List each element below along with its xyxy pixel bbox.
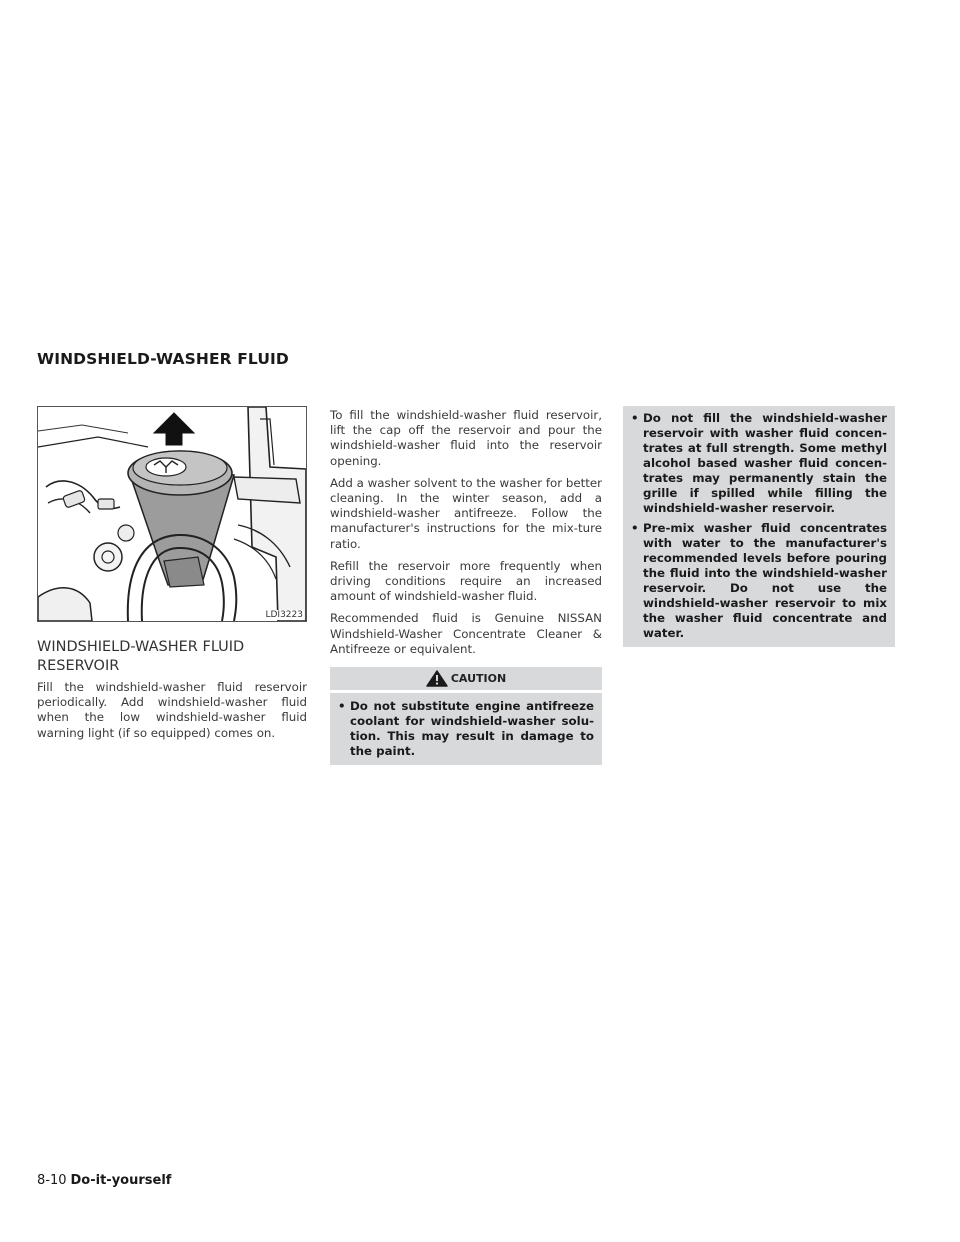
caution-item xyxy=(631,411,887,516)
bullet-icon: • xyxy=(631,521,639,535)
section-header: WINDSHIELD-WASHER FLUID xyxy=(37,350,289,368)
page-number: 8-10 xyxy=(37,1173,67,1188)
column-3 xyxy=(623,406,895,647)
engine-bay-illustration xyxy=(38,407,306,621)
caution-header xyxy=(330,667,602,690)
caution-text: Do not substitute engine antifreeze coolant for windshield-washer solu-tion. This may result in damage to the paint. xyxy=(350,699,594,759)
paragraph: Refill the reservoir more frequently when driving conditions require an increased amount of windshield-washer fluid. xyxy=(330,558,602,604)
footer-section-title: Do-it-yourself xyxy=(70,1173,172,1188)
bullet-icon: • xyxy=(631,411,639,425)
column-1 xyxy=(37,680,307,748)
caution-item xyxy=(338,699,594,759)
caution-item xyxy=(631,521,887,641)
figure-code: LDI3223 xyxy=(265,610,303,620)
page-footer xyxy=(37,1173,171,1188)
caution-box-continued xyxy=(623,406,895,647)
figure-washer-reservoir xyxy=(37,406,307,622)
paragraph: Add a washer solvent to the washer for better cleaning. In the winter season, add a windshield-washer antifreeze. Follow the manufacturer's instructions for the mix-ture ratio. xyxy=(330,475,602,551)
caution-text: Pre-mix washer fluid concentrates with water to the manufacturer's recommended levels before pouring the fluid into the windshield-washer reservoir. Do not use the windshield-washer reservoir to mix the washer fluid concentrate and water. xyxy=(643,521,887,640)
column-2 xyxy=(330,408,602,765)
bullet-icon: • xyxy=(338,699,346,714)
caution-box xyxy=(330,693,602,765)
caution-text: Do not fill the windshield-washer reservoir with washer fluid concen-trates at full strength. Some methyl alcohol based washer fluid concen-trates may permanently stain the grille if spilled while filling the windshield-washer reservoir. xyxy=(643,411,887,515)
caution-label: CAUTION xyxy=(450,672,507,686)
paragraph: To fill the windshield-washer fluid reservoir, lift the cap off the reservoir and pour the windshield-washer fluid into the reservoir opening. xyxy=(330,408,602,468)
paragraph: Fill the windshield-washer fluid reservoir periodically. Add windshield-washer fluid when the low windshield-washer fluid warning light (if so equipped) comes on. xyxy=(37,680,307,740)
paragraph: Recommended fluid is Genuine NISSAN Windshield-Washer Concentrate Cleaner & Antifreeze or equivalent. xyxy=(330,611,602,656)
warning-triangle-icon xyxy=(426,670,448,687)
sub-heading: WINDSHIELD-WASHER FLUID RESERVOIR xyxy=(37,639,245,674)
